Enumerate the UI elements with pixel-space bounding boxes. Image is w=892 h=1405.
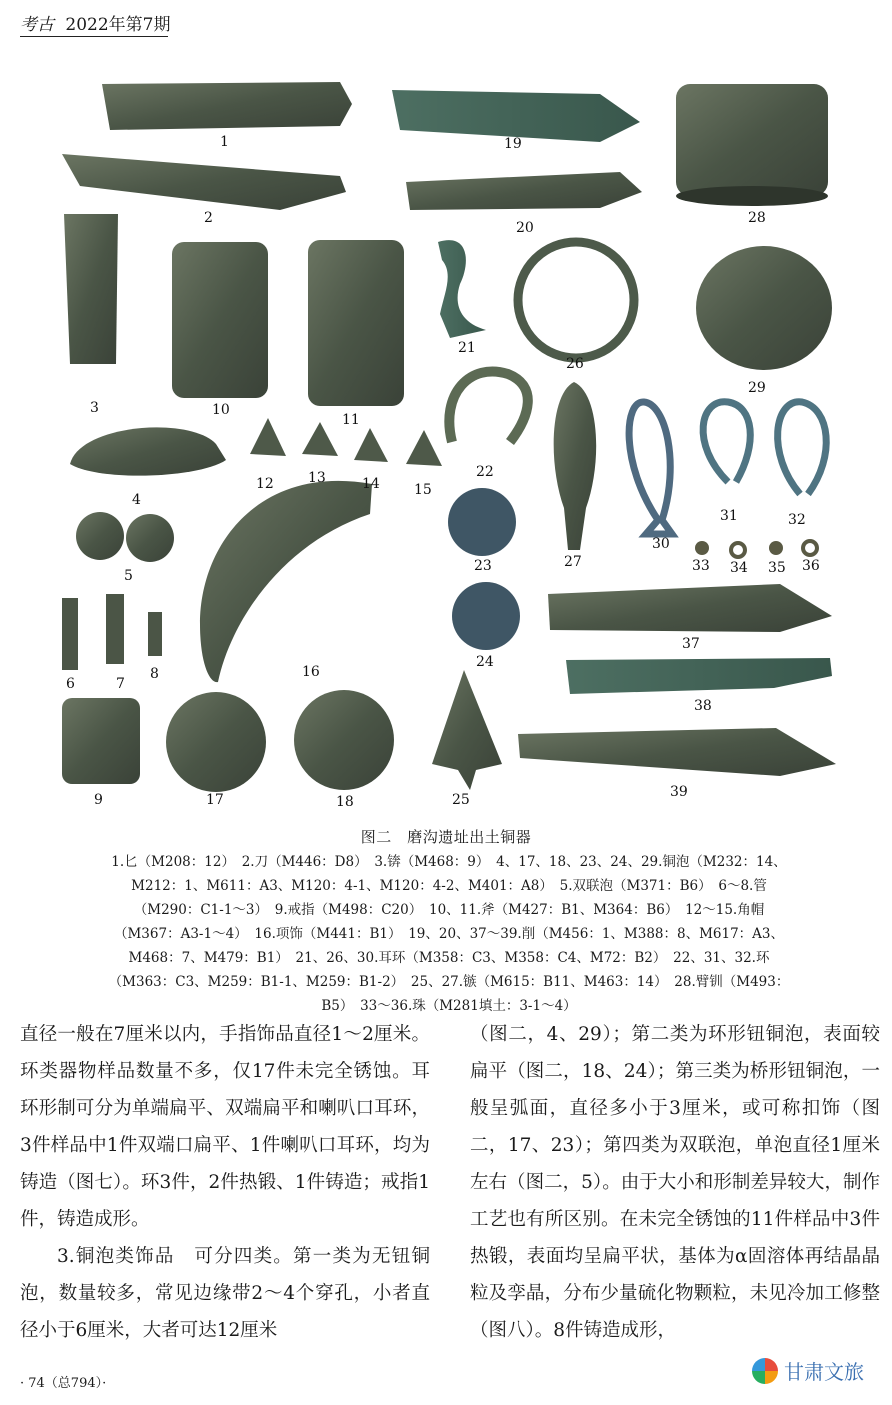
artifact-12: [250, 418, 286, 456]
artifact-label: 21: [458, 340, 476, 356]
artifact-label: 23: [474, 558, 492, 574]
artifact-label: 2: [204, 210, 213, 226]
artifact-label: 28: [748, 210, 766, 226]
issue-label: 2022年第7期: [65, 15, 171, 35]
artifact-label: 36: [802, 558, 820, 574]
body-paragraph: 直径一般在7厘米以内，手指饰品直径1～2厘米。环类器物样品数量不多，仅17件未完全锈蚀。耳环形制可分为单端扁平、双端扁平和喇叭口耳环，3件样品中1件双端口扁平、1件喇叭口耳环，均为铸造（图七）。环3件，2件热锻、1件铸造；戒指1件，铸造成形。: [20, 1024, 430, 1230]
running-header: [20, 10, 171, 35]
artifact-label: 19: [504, 136, 522, 152]
page-number: · 74（总794）·: [20, 1376, 107, 1391]
artifact-label: 35: [768, 560, 786, 576]
artifact-7: [106, 594, 124, 664]
artifact-5: [76, 512, 124, 560]
journal-logo: 考古: [20, 15, 54, 35]
artifact-17: [166, 692, 266, 792]
artifact-label: 17: [206, 792, 224, 808]
artifact-label: 16: [302, 664, 320, 680]
artifact-label: 11: [342, 412, 360, 428]
caption-line: 1.匕（M208：12） 2.刀（M446：D8） 3.锛（M468：9） 4、17、18、23、24、29.铜泡（M232：14、: [111, 854, 787, 870]
artifact-13: [302, 422, 338, 456]
artifact-22: [449, 371, 527, 442]
body-paragraph: （图二，4、29）；第二类为环形钮铜泡，表面较扁平（图二，18、24）；第三类为桥形钮铜泡，一般呈弧面，直径多小于3厘米，或可称扣饰（图二，17、23）；第四类为双联泡，单泡直径1厘米左右（图二，5）。由于大小和形制差异较大，制作工艺也有所区别。在未完全锈蚀的11件样品中3件热锻，表面均呈扁平状，基体为α固溶体再结晶晶粒及孪晶，分布少量硫化物颗粒，未见冷加工修整（图八）。8件铸造成形，: [470, 1024, 880, 1341]
artifact-19: [392, 90, 640, 142]
artifact-4: [70, 427, 226, 475]
artifact-label: 39: [670, 784, 688, 800]
body-paragraph: 3.铜泡类饰品 可分四类。第一类为无钮铜泡，数量较多，常见边缘带2～4个穿孔，小者直径小于6厘米，大者可达12厘米: [20, 1246, 430, 1341]
artifact-label: 7: [116, 676, 125, 692]
artifact-label: 6: [66, 676, 75, 692]
artifact-label: 31: [720, 508, 738, 524]
artifact-18: [294, 690, 394, 790]
artifact-label: 37: [682, 636, 700, 652]
caption-line: （M290：C1-1～3） 9.戒指（M498：C20） 10、11.斧（M427：B1、M364：B6） 12～15.角帽: [133, 902, 765, 918]
artifact-label: 27: [564, 554, 582, 570]
artifact-6: [62, 598, 78, 670]
artifact-label: 29: [748, 380, 766, 396]
body-column-left: [20, 1016, 430, 1349]
artifact-21: [438, 240, 486, 338]
artifact-35: [769, 541, 783, 555]
artifact-8: [148, 612, 162, 656]
artifact-32: [778, 402, 827, 494]
artifact-label: 30: [652, 536, 670, 552]
artifact-15: [406, 430, 442, 466]
artifact-29: [696, 246, 832, 370]
artifact-label: 10: [212, 402, 230, 418]
artifact-34: [731, 543, 745, 557]
artifact-10: [172, 242, 268, 398]
artifact-36: [803, 541, 817, 555]
artifact-33: [695, 541, 709, 555]
watermark: [752, 1356, 864, 1385]
artifact-39: [518, 728, 836, 776]
artifact-label: 20: [516, 220, 534, 236]
artifact-3: [64, 214, 118, 364]
header-rule: [20, 36, 168, 37]
watermark-logo-icon: [752, 1358, 778, 1384]
caption-line: M468：7、M479：B1） 21、26、30.耳环（M358：C3、M358：C4、M72：B2） 22、31、32.环: [128, 950, 770, 966]
artifact-label: 9: [94, 792, 103, 808]
figure-title: 图二 磨沟遗址出土铜器: [360, 828, 532, 846]
artifact-38: [566, 658, 832, 694]
artifact-label: 26: [566, 356, 584, 372]
artifact-label: 33: [692, 558, 710, 574]
artifact-label: 12: [256, 476, 274, 492]
artifact-27: [554, 382, 597, 550]
artifact-2: [62, 154, 346, 210]
artifact-24: [452, 582, 520, 650]
artifact-16: [200, 481, 372, 682]
artifact-37: [548, 584, 832, 632]
watermark-text: 甘肃文旅: [784, 1360, 864, 1384]
caption-line: B5） 33～36.珠（M281填土：3-1～4）: [321, 998, 577, 1014]
artifact-25: [432, 670, 502, 790]
artifact-label: 5: [124, 568, 133, 584]
artifact-label: 32: [788, 512, 806, 528]
artifact-14: [354, 428, 388, 462]
artifact-28: [676, 84, 828, 196]
artifact-label: 4: [132, 492, 141, 508]
artifact-9: [62, 698, 140, 784]
body-column-right: [470, 1016, 880, 1349]
artifact-23: [448, 488, 516, 556]
artifact-1: [102, 82, 352, 130]
artifact-label: 18: [336, 794, 354, 810]
figure-caption: [54, 850, 844, 1018]
artifact-plate: [40, 64, 860, 824]
artifact-11: [308, 240, 404, 406]
artifact-label: 38: [694, 698, 712, 714]
artifact-30: [629, 402, 672, 534]
artifact-label: 3: [90, 400, 99, 416]
artifact-label: 13: [308, 470, 326, 486]
artifact-label: 15: [414, 482, 432, 498]
artifact-26: [518, 242, 634, 358]
artifact-20: [406, 172, 642, 210]
artifact-label: 24: [476, 654, 494, 670]
artifact-label: 1: [220, 134, 229, 150]
artifact-drawings: [40, 64, 860, 824]
artifact-label: 34: [730, 560, 748, 576]
artifact-label: 25: [452, 792, 470, 808]
caption-line: M212：1、M611：A3、M120：4-1、M120：4-2、M401：A8） 5.双联泡（M371：B6） 6～8.管: [131, 878, 767, 894]
caption-line: （M367：A3-1～4） 16.项饰（M441：B1） 19、20、37～39.削（M456：1、M388：8、M617：A3、: [113, 926, 785, 942]
caption-line: （M363：C3、M259：B1-1、M259：B1-2） 25、27.镞（M615：B11、M463：14） 28.臂钏（M493：: [108, 974, 790, 990]
artifact-label: 8: [150, 666, 159, 682]
artifact-label: 14: [362, 476, 380, 492]
artifact-label: 22: [476, 464, 494, 480]
artifact-31: [703, 402, 750, 482]
